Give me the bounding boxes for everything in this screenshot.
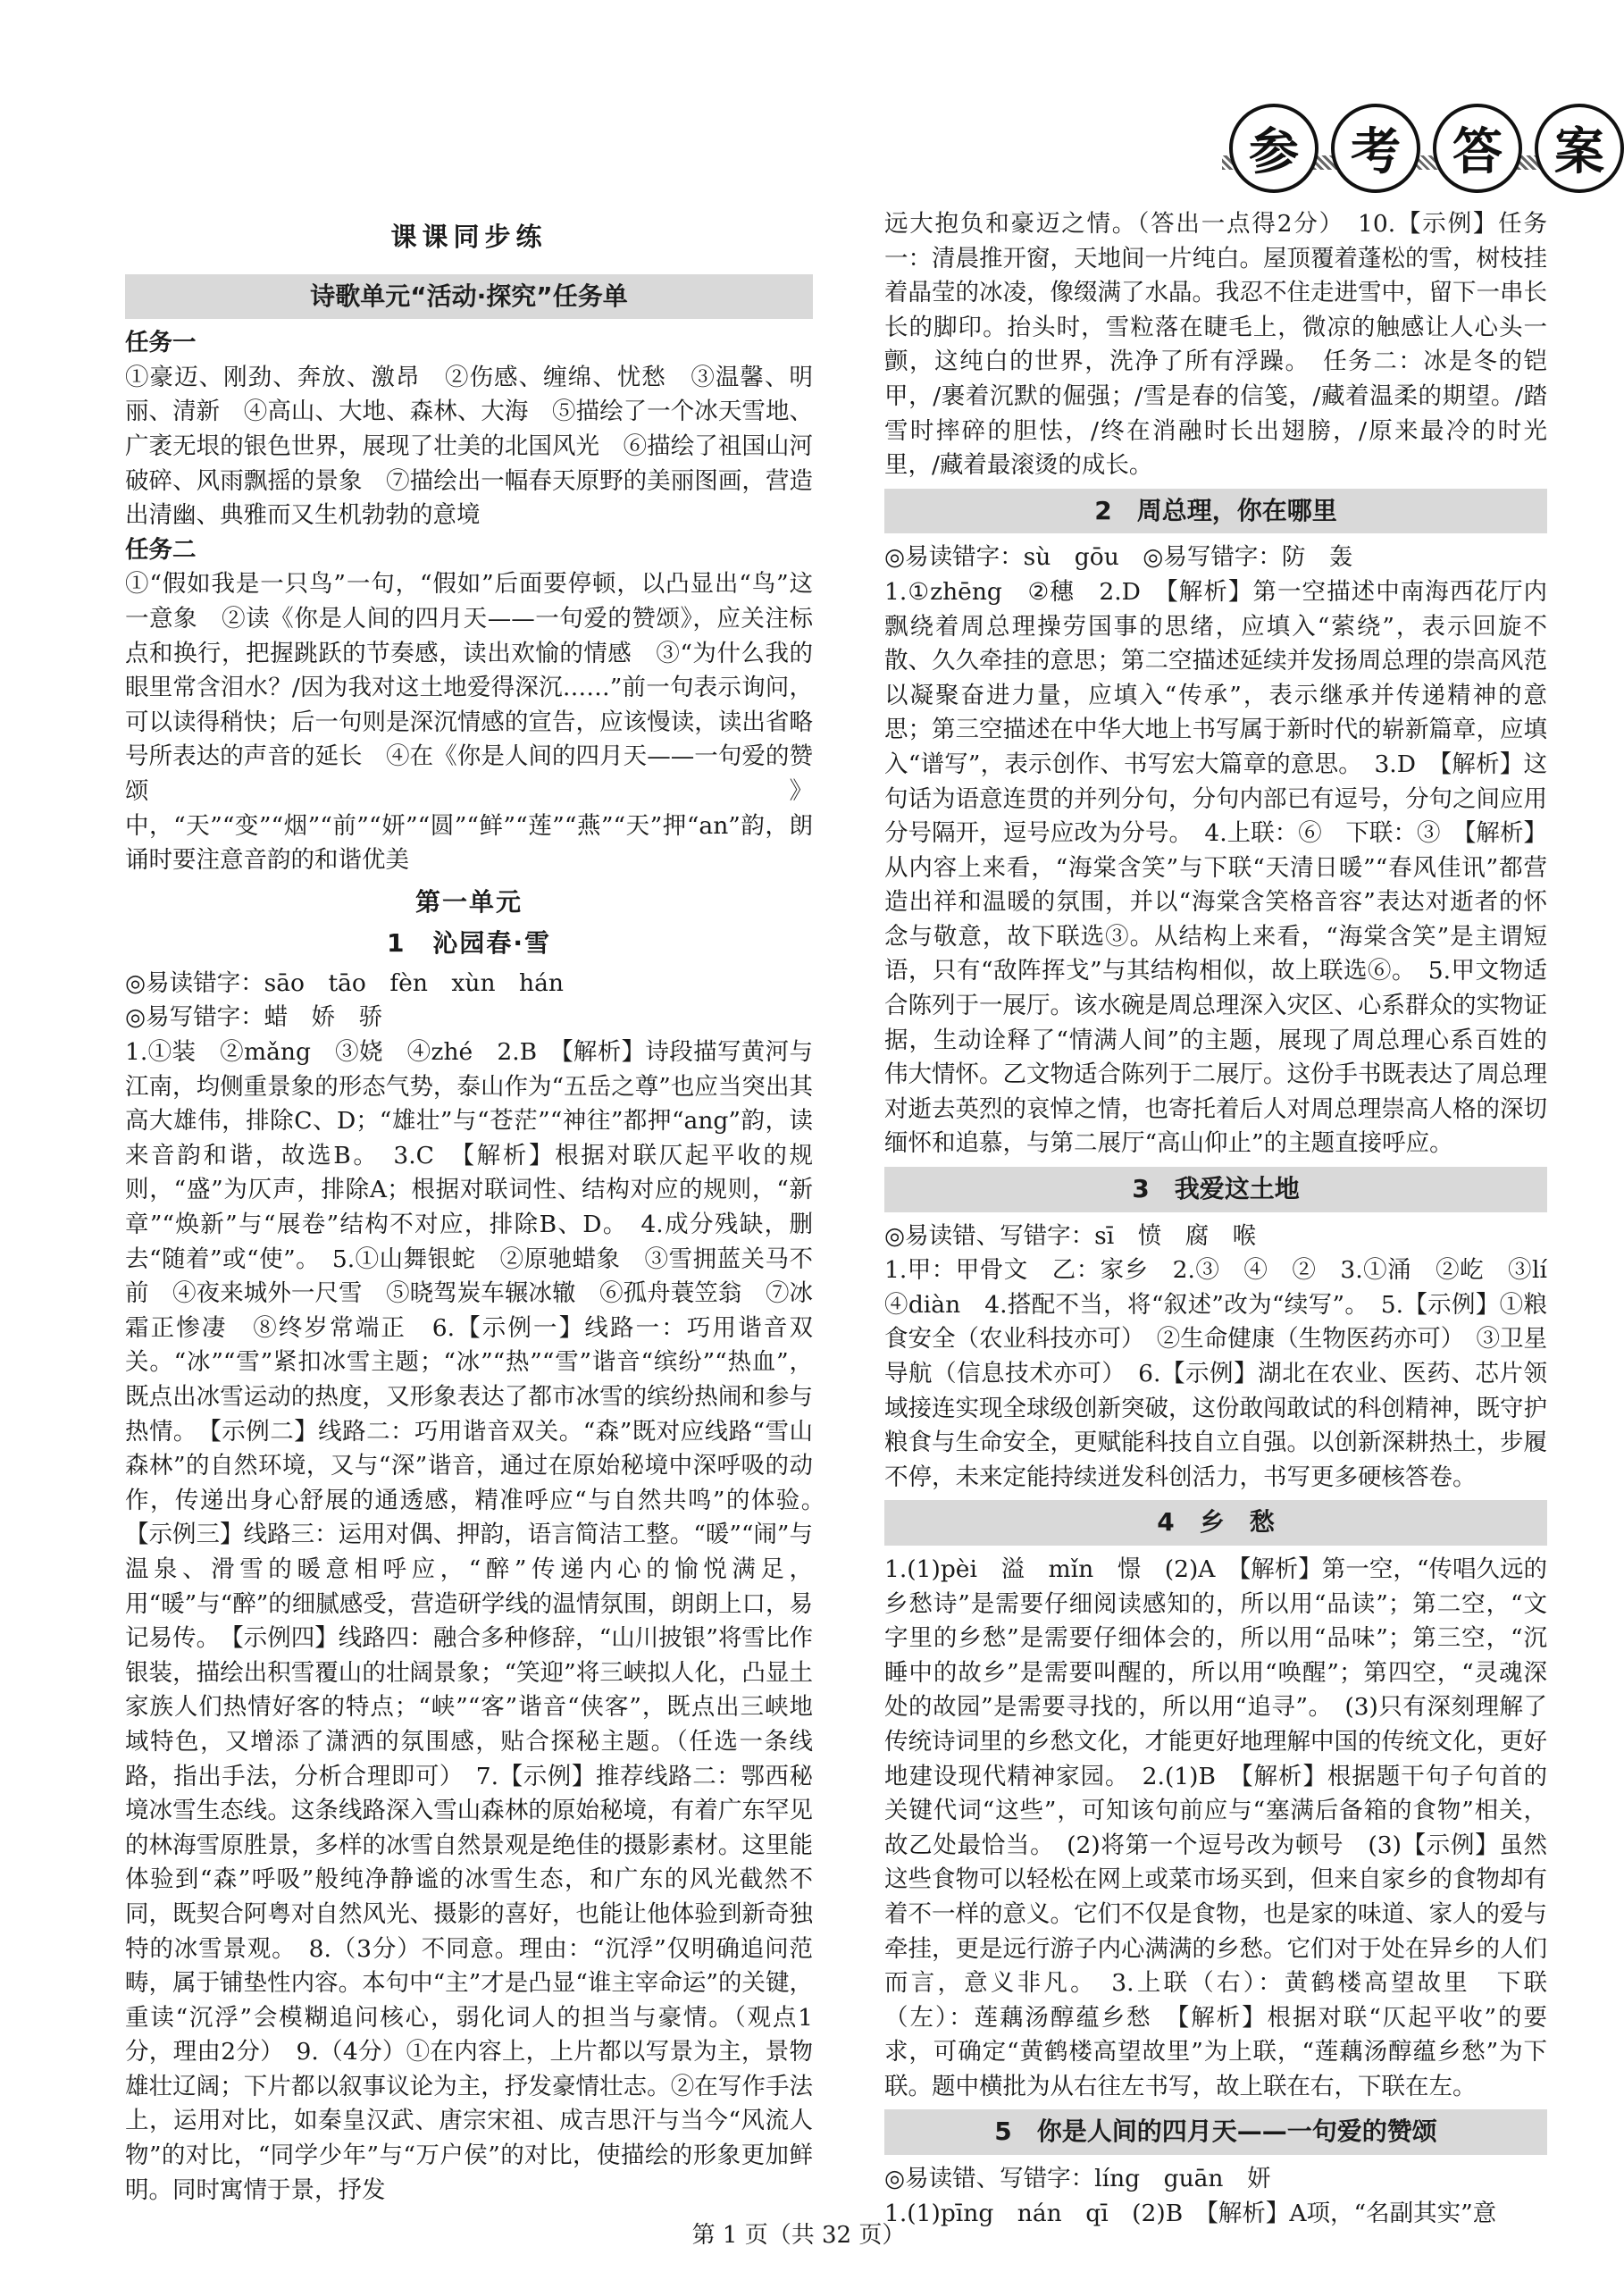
left-column xyxy=(125,207,837,2208)
lesson2-body: 1.①zhēng ②穗 2.D 【解析】第一空描述中南海西花厅内飘绕着周总理操劳国事的思绪，应填入“萦绕”，表示回旋不散、久久牵挂的意思；第二空描述延续并发扬周总理的崇高风范以凝聚奋进力量，应填入“传承”，表示继承并传递精神的意思；第三空描述在中华大地上书写属于新时代的崭新篇章，应填入“谱写”，表示创作、书写宏大篇章的意思。 3.D 【解析】这句话为语意连贯的并列分句，分句内部已有逗号，分句之间应用分号隔开，逗号应改为分号。 4.上联：⑥ 下联：③ 【解析】从内容上来看，“海棠含笑”与下联“天清日暖”“春风佳讯”都营造出祥和温暖的氛围，并以“海棠含笑格音容”表达对逝者的怀念与敬意，故下联选③。从结构上来看，“海棠含笑”是主谓短语，只有“敌阵挥戈”与其结构相似，故上联选⑥。 5.甲文物适合陈列于一展厅。该水碗是周总理深入灾区、心系群众的实物证据，生动诠释了“情满人间”的主题，展现了周总理心系百姓的伟大情怀。乙文物适合陈列于二展厅。这份手书既表达了周总理对逝去英烈的哀悼之情，也寄托着后人对周总理崇高人格的深切缅怀和追慕，与第二展厅“高山仰止”的主题直接呼应。 xyxy=(884,577,1547,1158)
lesson4-title: 4 乡 愁 xyxy=(884,1500,1547,1546)
banner-badge-1: 参 xyxy=(1229,104,1318,193)
page-number: 第 1 页（共 32 页） xyxy=(691,2222,906,2249)
task2-label: 任务二 xyxy=(125,535,197,564)
lesson3-title: 3 我爱这土地 xyxy=(884,1167,1547,1212)
lesson5-title: 5 你是人间的四月天——一句爱的赞颂 xyxy=(884,2109,1547,2155)
banner-badge-4: 案 xyxy=(1535,104,1624,193)
lesson5-body: 1.(1)pīng nán qī (2)B 【解析】A项，“名副其实”意 xyxy=(884,2199,1497,2227)
lesson5-words: ◎易读错、写错字：líng guān 妍 xyxy=(884,2165,1271,2193)
lesson4-body: 1.(1)pèi 溢 mǐn 憬 (2)A 【解析】第一空，“传唱久远的乡愁诗”是需要仔细阅读感知的，所以用“品读”；第二空，“文字里的乡愁”是需要仔细体会的，所以用“品味”；第三空，“沉睡中的故乡”是需要叫醒的，所以用“唤醒”；第四空，“灵魂深处的故园”是需要寻找的，所以用“追寻”。 (3)只有深刻理解了传统诗词里的乡愁文化，才能更好地理解中国的传统文化，更好地建设现代精神家园。 2.(1)B 【解析】根据题干句子句首的关键代词“这些”，可知该句前应与“塞满后备箱的食物”相关，故乙处最恰当。 (2)将第一个逗号改为顿号 (3)【示例】虽然这些食物可以轻松在网上或菜市场买到，但来自家乡的食物却有着不一样的意义。它们不仅是食物，也是家的味道、家人的爱与牵挂，更是远行游子内心满满的乡愁。它们对于处在异乡的人们而言，意义非凡。 3.上联（右）：黄鹤楼高望故里 下联（左）：莲藕汤醇蕴乡愁 【解析】根据对联“仄起平收”的要求，可确定“黄鹤楼高望故里”为上联，“莲藕汤醇蕴乡愁”为下联。题中横批为从右往左书写，故上联在右，下联在左。 xyxy=(884,1555,1547,2100)
lesson2-words: ◎易读错字：sù gōu ◎易写错字：防 轰 xyxy=(884,543,1353,572)
task1-label: 任务一 xyxy=(125,329,197,357)
lesson1-body: 1.①装 ②mǎng ③娆 ④zhé 2.B 【解析】诗段描写黄河与江南，均侧重景象的形态气势，泰山作为“五岳之尊”也应当突出其高大雄伟，排除C、D；“雄壮”与“苍茫”“神往”都押“ang”韵，读来音韵和谐，故选B。 3.C 【解析】根据对联仄起平收的规则，“盛”为仄声，排除A；根据对联词性、结构对应的规则，“新章”“焕新”与“展卷”结构不对应，排除B、D。 4.成分残缺，删去“随着”或“使”。 5.①山舞银蛇 ②原驰蜡象 ③雪拥蓝关马不前 ④夜来城外一尺雪 ⑤晓驾炭车辗冰辙 ⑥孤舟蓑笠翁 ⑦冰霜正惨凄 ⑧终岁常端正 6.【示例一】线路一：巧用谐音双关。“冰”“雪”紧扣冰雪主题；“冰”“热”“雪”谐音“缤纷”“热血”，既点出冰雪运动的热度，又形象表达了都市冰雪的缤纷热闹和参与热情。 【示例二】线路二：巧用谐音双关。“森”既对应线路“雪山森林”的自然环境，又与“深”谐音，通过在原始秘境中深呼吸的动作，传递出身心舒展的通透感，精准呼应“与自然共鸣”的体验。 【示例三】线路三：运用对偶、押韵，语言简洁工整。“暖”“闹”与温泉、滑雪的暖意相呼应，“醉”传递内心的愉悦满足，用“暖”与“醉”的细腻感受，营造研学线的温情氛围，朗朗上口，易记易传。 【示例四】线路四：融合多种修辞，“山川披银”将雪比作银装，描绘出积雪覆山的壮阔景象；“笑迎”将三峡拟人化，凸显土家族人们热情好客的特点；“峡”“客”谐音“侠客”，既点出三峡地域特色，又增添了潇洒的氛围感，贴合探秘主题。（任选一条线路，指出手法，分析合理即可） 7.【示例】推荐线路二：鄂西秘境冰雪生态线。这条线路深入雪山森林的原始秘境，有着广东罕见的林海雪原胜景，多样的冰雪自然景观是绝佳的摄影素材。这里能体验到“森”呼吸”般纯净静谧的冰雪生态，和广东的风光截然不同，既契合阿粤对自然风光、摄影的喜好，也能让他体验到新奇独特的冰雪景观。 8.（3分）不同意。理由：“沉浮”仅明确追问范畴，属于铺垫性内容。本句中“主”才是凸显“谁主宰命运”的关键，重读“沉浮”会模糊追问核心，弱化词人的担当与豪情。（观点1分，理由2分） 9.（4分）①在内容上，上片都以写景为主，景物雄壮辽阔；下片都以叙事议论为主，抒发豪情壮志。②在写作手法上，运用对比，如秦皇汉武、唐宗宋祖、成吉思汗与当今“风流人物”的对比，“同学少年”与“万户侯”的对比，使描绘的形象更加鲜明。同时寓情于景，抒发 xyxy=(125,1038,837,2204)
unit-title: 第一单元 xyxy=(414,886,523,917)
lesson1-title: 1 沁园春·雪 xyxy=(386,928,552,959)
lesson1-read-words: ◎易读错字：sāo tāo fèn xùn hán xyxy=(125,968,564,997)
task2-text: ①“假如我是一只鸟”一句，“假如”后面要停顿，以凸显出“鸟”这一意象 ②读《你是人间的四月天——一句爱的赞颂》，应关注标点和换行，把握跳跃的节奏感，读出欢愉的情感 ③“为什么我的眼里常含泪水？/因为我对这土地爱得深沉……”前一句表示询问，可以读得稍快；后一句则是深沉情感的宣告，应该慢读，读出省略号所表达的声音的延长 ④在《你是人间的四月天——一句爱的赞颂》中，“天”“变”“烟”“前”“妍”“圆”“鲜”“莲”“燕”“天”押“an”韵，朗诵时要注意音韵的和谐优美 xyxy=(125,570,813,875)
right-column xyxy=(884,207,1571,2231)
answer-banner xyxy=(1222,105,1604,191)
lesson1-write-words: ◎易写错字：蜡 娇 骄 xyxy=(125,1003,383,1032)
continued-text: 远大抱负和豪迈之情。（答出一点得2分） 10.【示例】任务一：清晨推开窗，天地间一片纯白。屋顶覆着蓬松的雪，树枝挂着晶莹的冰凌，像缀满了水晶。我忍不住走进雪中，留下一串长长的脚印。抬头时，雪粒落在睫毛上，微凉的触感让人心头一颤，这纯白的世界，洗净了所有浮躁。 任务二：冰是冬的铠甲，/裹着沉默的倔强；/雪是春的信笺，/藏着温柔的期望。/踏雪时摔碎的胆怯，/终在消融时长出翅膀，/原来最冷的时光里，/藏着最滚烫的成长。 xyxy=(884,210,1547,480)
banner-badge-3: 答 xyxy=(1433,104,1522,193)
main-title: 课课同步练 xyxy=(390,222,548,252)
banner-badge-2: 考 xyxy=(1331,104,1420,193)
lesson2-title: 2 周总理，你在哪里 xyxy=(884,489,1547,534)
lesson3-words: ◎易读错、写错字：sī 愤 腐 喉 xyxy=(884,1221,1257,1250)
task1-text: ①豪迈、刚劲、奔放、激昂 ②伤感、缠绵、忧愁 ③温馨、明丽、清新 ④高山、大地、森林、大海 ⑤描绘了一个冰天雪地、广袤无垠的银色世界，展现了壮美的北国风光 ⑥描绘了祖国山河破碎、风雨飘摇的景象 ⑦描绘出一幅春天原野的美丽图画，营造出清幽、典雅而又生机勃勃的意境 xyxy=(125,363,813,530)
section-title: 诗歌单元“活动·探究”任务单 xyxy=(125,274,813,320)
lesson3-body: 1.甲：甲骨文 乙：家乡 2.③ ④ ② 3.①涌 ②屹 ③lí ④diàn 4.搭配不当，将“叙述”改为“续写”。 5.【示例】①粮食安全（农业科技亦可） ②生命健康（生物医药亦可） ③卫星导航（信息技术亦可） 6.【示例】湖北在农业、医药、芯片领域接连实现全球级创新突破，这份敢闯敢试的科创精神，既守护粮食与生命安全，更赋能科技自立自强。以创新深耕热土，步履不停，未来定能持续迸发科创活力，书写更多硬核答卷。 xyxy=(884,1256,1571,1491)
